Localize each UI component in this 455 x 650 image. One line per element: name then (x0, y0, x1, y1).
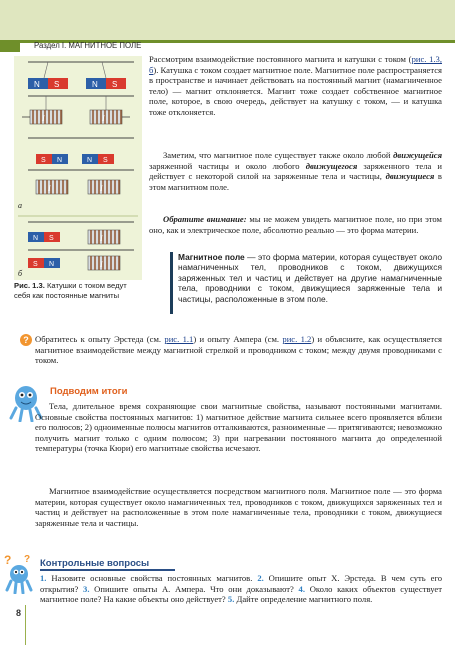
mascot-question-icon (2, 552, 36, 594)
control-questions-heading: Контрольные вопросы (40, 558, 150, 569)
page-number-rule (25, 605, 26, 645)
intro-paragraph-3: Обратите внимание: мы не можем увидеть магнитное поле, но при этом оно, как и электрическое поле, абсолютно реально — это форма материи. (149, 214, 442, 235)
summary-paragraph-1: Тела, длительное время сохраняющие свои магнитные свойства, называют постоянными магнитами. Основные свойства постоянных магнитов: 1) магнитное действие магнита сильнее всего проявляется вблизи его полюсов; 2) одноименные полюсы магнитов отталкиваются, разноименные — притягиваются; невозможно получить магнит только с одним полюсом; 3) при нагревании постоянного магнита до определенной температуры (точка Кюри) его магнитные свойства исчезают. (35, 401, 442, 454)
magnets-and-coils-illustration (14, 56, 142, 280)
control-questions-list: 1. Назовите основные свойства постоянных магнитов. 2. Опишите опыт Х. Эрстеда. В чем суть его открытия? 3. Опишите опыты А. Ампера. Что они доказывают? 4. Около каких объектов существует магнитное поле? На какие объекты оно действует? 5. Дайте определение магнитного поля. (40, 573, 443, 605)
question-number: 1. (40, 573, 47, 583)
figure-panel (14, 56, 142, 280)
figure-caption (14, 281, 142, 301)
panel-a-label: а (18, 201, 22, 210)
coil-icon (90, 110, 122, 124)
current-label: I (102, 114, 105, 123)
current-label: I (100, 184, 103, 193)
question-icon: ? (20, 334, 32, 346)
summary-paragraph-2: Магнитное взаимодействие осуществляется посредством магнитного поля. Магнитное поле — это форма материи, которая существует около намагниченных тел, проводников с током, движущихся заряженных тел и частиц и действует на расположенные в этом поле намагниченные тела, проводники с током, движущиеся заряженные тела и частицы. (35, 486, 442, 528)
question-number: 5. (227, 594, 235, 605)
summary-heading: Подводим итоги (50, 386, 128, 397)
intro-paragraph-1: Рассмотрим взаимодействие постоянного магнита и катушки с током (рис. 1.3, б). Катушка с током создает магнитное поле. Магнитное поле распространяется в пространстве и начинает действовать на постоянный магнит (намагниченное тело) — магнит отклоняется. Магнит тоже создает собственное магнитное поле, которое, в свою очередь, действует на катушку с током, — и катушка тоже отклоняется. (149, 54, 442, 117)
section-label: Раздел I. МАГНИТНОЕ ПОЛЕ (34, 41, 142, 50)
definition-bar (170, 252, 173, 314)
svg-text:?: ? (4, 553, 12, 567)
figure-ref-link[interactable]: рис. 1.1 (164, 334, 194, 344)
pole-n-label: N (92, 80, 98, 89)
current-label: I (100, 260, 103, 269)
pole-n-label: N (34, 80, 40, 89)
question-number: 2. (257, 573, 264, 583)
pole-s-label: S (49, 235, 54, 242)
question-paragraph: Обратитесь к опыту Эрстеда (см. рис. 1.1) и опыту Ампера (см. рис. 1.2) и объясните, как осуществляется магнитное взаимодействие между магнитной стрелкой и проводником с током; между двумя проводниками с током. (35, 334, 443, 366)
pole-s-label: S (41, 157, 46, 164)
pole-s-label: S (103, 157, 108, 164)
coil-icon (30, 110, 62, 124)
pole-s-label: S (54, 80, 60, 89)
pole-s-label: S (112, 80, 118, 89)
control-heading-underline (40, 569, 175, 571)
svg-text:?: ? (24, 554, 31, 565)
current-label: I (42, 114, 45, 123)
figure-ref-link[interactable]: рис. 1.2 (282, 334, 312, 344)
caption-text: Катушки с током ведут себя как постоянные магниты (14, 281, 127, 300)
panel-b-label: б (18, 269, 23, 278)
current-label: I (48, 184, 51, 193)
current-label: I (100, 234, 103, 243)
pole-n-label: N (33, 235, 39, 242)
pole-s-label: S (33, 261, 38, 268)
figure-ref-link[interactable]: рис. 1.3, б (149, 54, 442, 75)
pole-n-label: N (49, 261, 55, 268)
section-tab-marker (0, 40, 20, 52)
page-number: 8 (16, 608, 22, 618)
definition-box (178, 252, 442, 304)
question-number: 4. (298, 583, 305, 594)
header-band (0, 0, 455, 40)
question-number: 3. (83, 583, 90, 594)
definition-term: Магнитное поле (178, 252, 245, 262)
intro-paragraph-2: Заметим, что магнитное поле существует также около любой движущейся заряженной частицы и около любого движущегося заряженного тела и действует с некоторой силой на заряженные тела и частицы, движущиеся в этом магнитном поле. (149, 150, 442, 192)
pole-n-label: N (87, 157, 93, 164)
caption-number: Рис. 1.3. (14, 281, 45, 290)
definition-text: — это форма материи, которая существует около намагниченных тел, проводников с током, движущихся заряженных тел и частиц и действует на другие намагниченные тела, проводники с током, движущиеся заряженные тела и частицы, расположенные в этом поле. (178, 252, 442, 304)
pole-n-label: N (57, 157, 63, 164)
